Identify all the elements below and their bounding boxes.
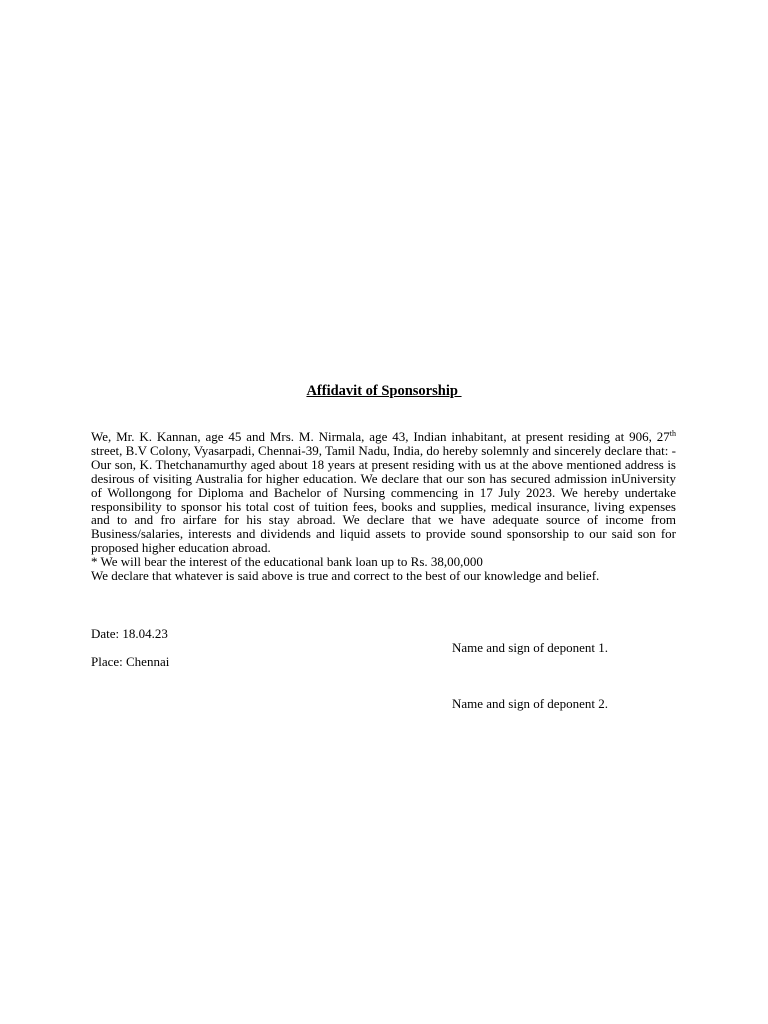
loan-statement: * We will bear the interest of the educational bank loan up to Rs. 38,00,000 xyxy=(91,554,483,570)
ordinal-suffix: th xyxy=(669,429,676,438)
declaration-paragraph: We declare that whatever is said above is true and correct to the best of our knowledge and belief. xyxy=(91,568,600,584)
paragraph-text-part2: street, B.V Colony, Vyasarpadi, Chennai-39, Tamil Nadu, India, do hereby solemnly and sincerely declare that: -Our son, K. Thetchanamurthy aged about 18 years at present residing with us at the above mentioned address is desirous of visiting Australia for higher education. We declare that our son has secured admission inUniversity of Wollongong for Diploma and Bachelor of Nursing commencing in 17 July 2023. We hereby undertake responsibility to sponsor his total cost of tuition fees, books and supplies, medical insurance, living expenses and to and fro airfare for his stay abroad. We declare that we have adequate source of income from Business/salaries, interests and dividends and liquid assets to provide sound sponsorship to our said son for proposed higher education abroad. xyxy=(91,442,676,556)
paragraph-text-part1: We, Mr. K. Kannan, age 45 and Mrs. M. Nirmala, age 43, Indian inhabitant, at present residing at 906, 27 xyxy=(91,429,670,444)
main-paragraph xyxy=(91,430,676,555)
deponent-2-signature-line: Name and sign of deponent 2. xyxy=(452,696,608,711)
document-title: Affidavit of Sponsorship xyxy=(306,383,462,399)
deponent-1-signature-line: Name and sign of deponent 1. xyxy=(452,640,608,655)
date-line: Date: 18.04.23 xyxy=(91,626,168,641)
affidavit-body xyxy=(91,430,676,583)
place-line: Place: Chennai xyxy=(91,654,170,669)
